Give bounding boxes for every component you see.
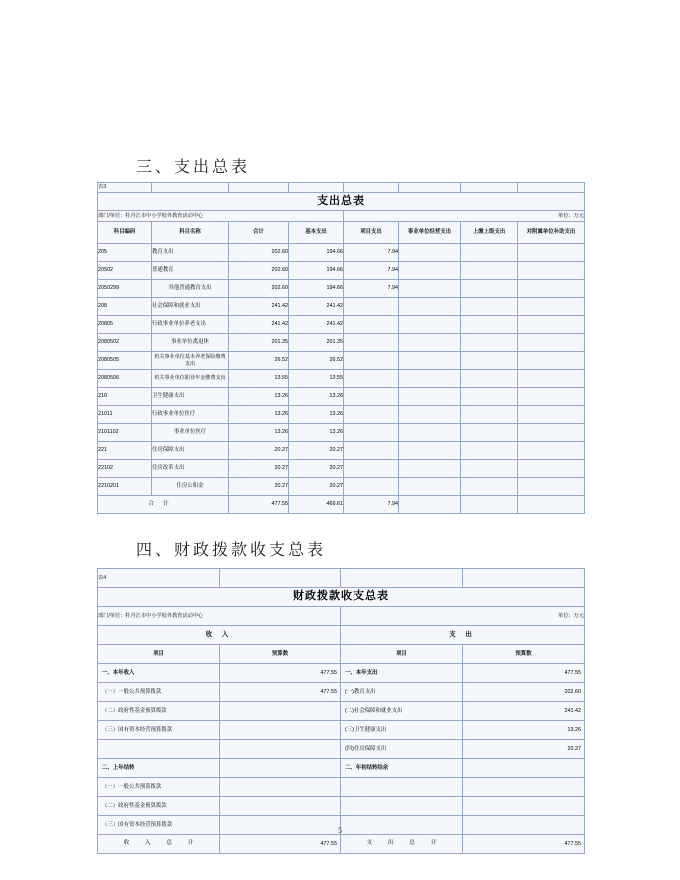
- cell-operating: [399, 298, 461, 316]
- cell-upper: [461, 298, 518, 316]
- table-row: [98, 316, 585, 334]
- tag-spacer: [229, 183, 289, 193]
- cell-income-amount: [220, 797, 341, 816]
- cell-total: 20.27: [229, 478, 289, 496]
- cell-name: 住房改革支出: [152, 460, 229, 478]
- column-header-expense-item: 项目: [341, 645, 463, 664]
- cell-name: 行政事业单位养老支出: [152, 316, 229, 334]
- cell-code: 210: [98, 388, 152, 406]
- cell-subsidy: [518, 406, 585, 424]
- cell-subsidy: [518, 334, 585, 352]
- cell-project: 7.94: [344, 280, 399, 298]
- cell-operating: [399, 334, 461, 352]
- cell-total: 20.27: [229, 442, 289, 460]
- cell-total: 26.52: [229, 352, 289, 370]
- cell-name: 普通教育: [152, 262, 229, 280]
- cell-operating: [399, 388, 461, 406]
- cell-name: 行政事业单位医疗: [152, 406, 229, 424]
- cell-subsidy: [518, 244, 585, 262]
- cell-basic: 201.35: [289, 334, 344, 352]
- table-row: [98, 778, 585, 797]
- tag-spacer: [152, 183, 229, 193]
- cell-basic: 194.66: [289, 262, 344, 280]
- cell-project: [344, 406, 399, 424]
- cell-subsidy: [518, 298, 585, 316]
- cell-name: 机关事业单位基本养老保险缴费支出: [152, 352, 229, 370]
- section-heading-fiscal: 四、财政拨款收支总表: [136, 542, 327, 559]
- cell-code: 20502: [98, 262, 152, 280]
- cell-upper: [461, 316, 518, 334]
- cell-upper: [461, 388, 518, 406]
- cell-income-amount: [220, 740, 341, 759]
- total-label: 合计: [98, 496, 229, 514]
- table-meta-row: [98, 211, 585, 222]
- cell-income-item: （二）政府性基金预算拨款: [98, 797, 220, 816]
- cell-expense-amount: 241.42: [463, 702, 585, 721]
- cell-subsidy: [518, 370, 585, 388]
- cell-operating: [399, 478, 461, 496]
- tag-spacer: [518, 183, 585, 193]
- cell-expense-amount: 13.26: [463, 721, 585, 740]
- cell-operating: [399, 370, 461, 388]
- cell-code: 2080505: [98, 352, 152, 370]
- income-total-label: 收 入 总 计: [98, 835, 220, 854]
- cell-subsidy: [518, 262, 585, 280]
- cell-basic: 194.66: [289, 280, 344, 298]
- table-row: [98, 388, 585, 406]
- tag-spacer: [461, 183, 518, 193]
- department-unit-label: 部门/单位：牡丹江市中小学校外教育活动中心: [98, 211, 344, 222]
- cell-total: 202.60: [229, 280, 289, 298]
- table-row: [98, 460, 585, 478]
- cell-name: 卫生健康支出: [152, 388, 229, 406]
- cell-income-item: （一）一般公共预算拨款: [98, 683, 220, 702]
- cell-income-item: 二、上年结转: [98, 759, 220, 778]
- cell-income-item: （三）国有资本经营预算拨款: [98, 816, 220, 835]
- cell-name: 其他普通教育支出: [152, 280, 229, 298]
- table-row: [98, 244, 585, 262]
- tag-spacer: [344, 183, 399, 193]
- cell-total: 241.42: [229, 298, 289, 316]
- expense-total-label: 支 出 总 计: [341, 835, 463, 854]
- cell-expense-amount: 20.27: [463, 740, 585, 759]
- cell-upper: [461, 478, 518, 496]
- cell-basic: 20.27: [289, 460, 344, 478]
- table-row: [98, 406, 585, 424]
- cell-income-item: （二）政府性基金预算拨款: [98, 702, 220, 721]
- cell-upper: [461, 424, 518, 442]
- table-row: [98, 759, 585, 778]
- cell-income-amount: 477.55: [220, 664, 341, 683]
- cell-upper: [461, 442, 518, 460]
- cell-expense-item: (四)住房保障支出: [341, 740, 463, 759]
- table-row: [98, 352, 585, 370]
- column-header-income-item: 项目: [98, 645, 220, 664]
- cell-expense-amount: [463, 759, 585, 778]
- cell-name: 机关事业单位职业年金缴费支出: [152, 370, 229, 388]
- section-heading-expenditure: 三、支出总表: [136, 159, 251, 176]
- cell-income-amount: [220, 721, 341, 740]
- expense-total-amount: 477.55: [463, 835, 585, 854]
- cell-operating: [399, 442, 461, 460]
- expenditure-column-header-row: [98, 222, 585, 244]
- cell-expense-item: (一)教育支出: [341, 683, 463, 702]
- table-row: [98, 797, 585, 816]
- cell-income-item: （三）国有资本经营预算拨款: [98, 721, 220, 740]
- cell-basic: 241.42: [289, 298, 344, 316]
- column-header-project: 项目支出: [344, 222, 399, 244]
- table-row: [98, 334, 585, 352]
- cell-total: 202.60: [229, 262, 289, 280]
- cell-upper: [461, 262, 518, 280]
- cell-subsidy: [518, 460, 585, 478]
- table-row: [98, 262, 585, 280]
- tag-spacer: [463, 569, 585, 588]
- cell-subsidy: [518, 478, 585, 496]
- cell-project: [344, 424, 399, 442]
- cell-operating: [399, 316, 461, 334]
- cell-income-item: 一、本年收入: [98, 664, 220, 683]
- column-header-expense-budget: 预算数: [463, 645, 585, 664]
- total-project: 7.94: [344, 496, 399, 514]
- cell-name: 住房保障支出: [152, 442, 229, 460]
- cell-total: 13.26: [229, 406, 289, 424]
- table-meta-row: [98, 607, 585, 626]
- cell-code: 2080506: [98, 370, 152, 388]
- fiscal-table-block: [97, 568, 584, 854]
- fiscal-allocation-summary-table: [97, 568, 585, 854]
- column-header-basic: 基本支出: [289, 222, 344, 244]
- cell-expense-item: [341, 778, 463, 797]
- total-basic: 469.61: [289, 496, 344, 514]
- cell-project: 7.94: [344, 262, 399, 280]
- cell-project: [344, 478, 399, 496]
- cell-total: 13.55: [229, 370, 289, 388]
- cell-total: 20.27: [229, 460, 289, 478]
- cell-operating: [399, 262, 461, 280]
- column-header-operating: 事业单位经营支出: [399, 222, 461, 244]
- cell-code: 22102: [98, 460, 152, 478]
- department-unit-label: 部门/单位：牡丹江市中小学校外教育活动中心: [98, 607, 341, 626]
- cell-upper: [461, 334, 518, 352]
- cell-total: 13.26: [229, 388, 289, 406]
- table-tag: 表3: [98, 183, 152, 193]
- cell-total: 13.26: [229, 424, 289, 442]
- table-row: [98, 280, 585, 298]
- cell-basic: 20.27: [289, 442, 344, 460]
- cell-upper: [461, 370, 518, 388]
- cell-operating: [399, 352, 461, 370]
- tag-spacer: [399, 183, 461, 193]
- cell-operating: [399, 424, 461, 442]
- total-upper: [461, 496, 518, 514]
- cell-code: 2101102: [98, 424, 152, 442]
- group-header-income: 收 入: [98, 626, 341, 645]
- cell-operating: [399, 244, 461, 262]
- cell-expense-amount: [463, 778, 585, 797]
- cell-upper: [461, 280, 518, 298]
- tag-spacer: [220, 569, 341, 588]
- cell-code: 2080502: [98, 334, 152, 352]
- fiscal-group-header-row: [98, 626, 585, 645]
- cell-basic: 26.52: [289, 352, 344, 370]
- table-row: [98, 424, 585, 442]
- cell-income-item: [98, 740, 220, 759]
- cell-upper: [461, 406, 518, 424]
- column-header-total: 合计: [229, 222, 289, 244]
- table-row: [98, 683, 585, 702]
- cell-project: 7.94: [344, 244, 399, 262]
- cell-expense-item: (三)卫生健康支出: [341, 721, 463, 740]
- cell-code: 208: [98, 298, 152, 316]
- cell-subsidy: [518, 280, 585, 298]
- total-total: 477.55: [229, 496, 289, 514]
- cell-code: 21011: [98, 406, 152, 424]
- expenditure-summary-table: [97, 182, 585, 514]
- group-header-expenditure: 支 出: [341, 626, 585, 645]
- cell-income-item: （一）一般公共预算拨款: [98, 778, 220, 797]
- tag-spacer: [289, 183, 344, 193]
- table-total-row: [98, 496, 585, 514]
- cell-operating: [399, 406, 461, 424]
- table-title-row: [98, 588, 585, 607]
- page-number: 5: [338, 826, 342, 835]
- table-total-row: [98, 835, 585, 854]
- cell-name: 教育支出: [152, 244, 229, 262]
- cell-subsidy: [518, 316, 585, 334]
- table-row: [98, 478, 585, 496]
- cell-expense-item: 一、本年支出: [341, 664, 463, 683]
- table-row: [98, 664, 585, 683]
- cell-total: 241.42: [229, 316, 289, 334]
- total-operating: [399, 496, 461, 514]
- cell-project: [344, 370, 399, 388]
- cell-subsidy: [518, 442, 585, 460]
- cell-expense-item: 二、年初结转结余: [341, 759, 463, 778]
- cell-code: 2210201: [98, 478, 152, 496]
- cell-subsidy: [518, 352, 585, 370]
- table-title: 支出总表: [98, 193, 585, 211]
- table-row: [98, 702, 585, 721]
- cell-code: 2050299: [98, 280, 152, 298]
- table-tag: 表4: [98, 569, 220, 588]
- table-row: [98, 721, 585, 740]
- tag-spacer: [341, 569, 463, 588]
- cell-upper: [461, 352, 518, 370]
- cell-basic: 241.42: [289, 316, 344, 334]
- cell-code: 205: [98, 244, 152, 262]
- cell-basic: 20.27: [289, 478, 344, 496]
- cell-expense-item: (二)社会保障和就业支出: [341, 702, 463, 721]
- table-tag-row: [98, 569, 585, 588]
- cell-income-amount: [220, 702, 341, 721]
- cell-expense-amount: 477.55: [463, 664, 585, 683]
- table-row: [98, 442, 585, 460]
- cell-operating: [399, 280, 461, 298]
- column-header-income-budget: 预算数: [220, 645, 341, 664]
- column-header-code: 科目编码: [98, 222, 152, 244]
- cell-basic: 13.26: [289, 424, 344, 442]
- cell-operating: [399, 460, 461, 478]
- expenditure-table-block: [97, 182, 584, 514]
- cell-expense-amount: 202.60: [463, 683, 585, 702]
- cell-expense-item: [341, 797, 463, 816]
- table-tag-row: [98, 183, 585, 193]
- cell-total: 201.35: [229, 334, 289, 352]
- cell-code: 221: [98, 442, 152, 460]
- cell-total: 202.60: [229, 244, 289, 262]
- cell-upper: [461, 244, 518, 262]
- cell-income-amount: 477.55: [220, 683, 341, 702]
- cell-project: [344, 460, 399, 478]
- total-subsidy: [518, 496, 585, 514]
- cell-income-amount: [220, 759, 341, 778]
- cell-upper: [461, 460, 518, 478]
- table-row: [98, 298, 585, 316]
- cell-basic: 13.26: [289, 406, 344, 424]
- table-title: 财政拨款收支总表: [98, 588, 585, 607]
- cell-project: [344, 388, 399, 406]
- fiscal-column-header-row: [98, 645, 585, 664]
- table-row: [98, 370, 585, 388]
- table-row: [98, 740, 585, 759]
- cell-project: [344, 316, 399, 334]
- cell-basic: 194.66: [289, 244, 344, 262]
- cell-name: 住房公积金: [152, 478, 229, 496]
- cell-basic: 13.55: [289, 370, 344, 388]
- cell-subsidy: [518, 424, 585, 442]
- cell-code: 20805: [98, 316, 152, 334]
- cell-name: 社会保障和就业支出: [152, 298, 229, 316]
- table-title-row: [98, 193, 585, 211]
- currency-unit-label: 单位：万元: [344, 211, 585, 222]
- cell-project: [344, 298, 399, 316]
- cell-project: [344, 352, 399, 370]
- cell-expense-amount: [463, 797, 585, 816]
- cell-income-amount: [220, 778, 341, 797]
- cell-name: 事业单位离退休: [152, 334, 229, 352]
- cell-subsidy: [518, 388, 585, 406]
- column-header-subsidy: 对附属单位补助支出: [518, 222, 585, 244]
- column-header-name: 科目名称: [152, 222, 229, 244]
- cell-project: [344, 334, 399, 352]
- income-total-amount: 477.55: [220, 835, 341, 854]
- currency-unit-label: 单位：万元: [341, 607, 585, 626]
- cell-name: 事业单位医疗: [152, 424, 229, 442]
- cell-project: [344, 442, 399, 460]
- cell-basic: 13.26: [289, 388, 344, 406]
- column-header-upper: 上缴上级支出: [461, 222, 518, 244]
